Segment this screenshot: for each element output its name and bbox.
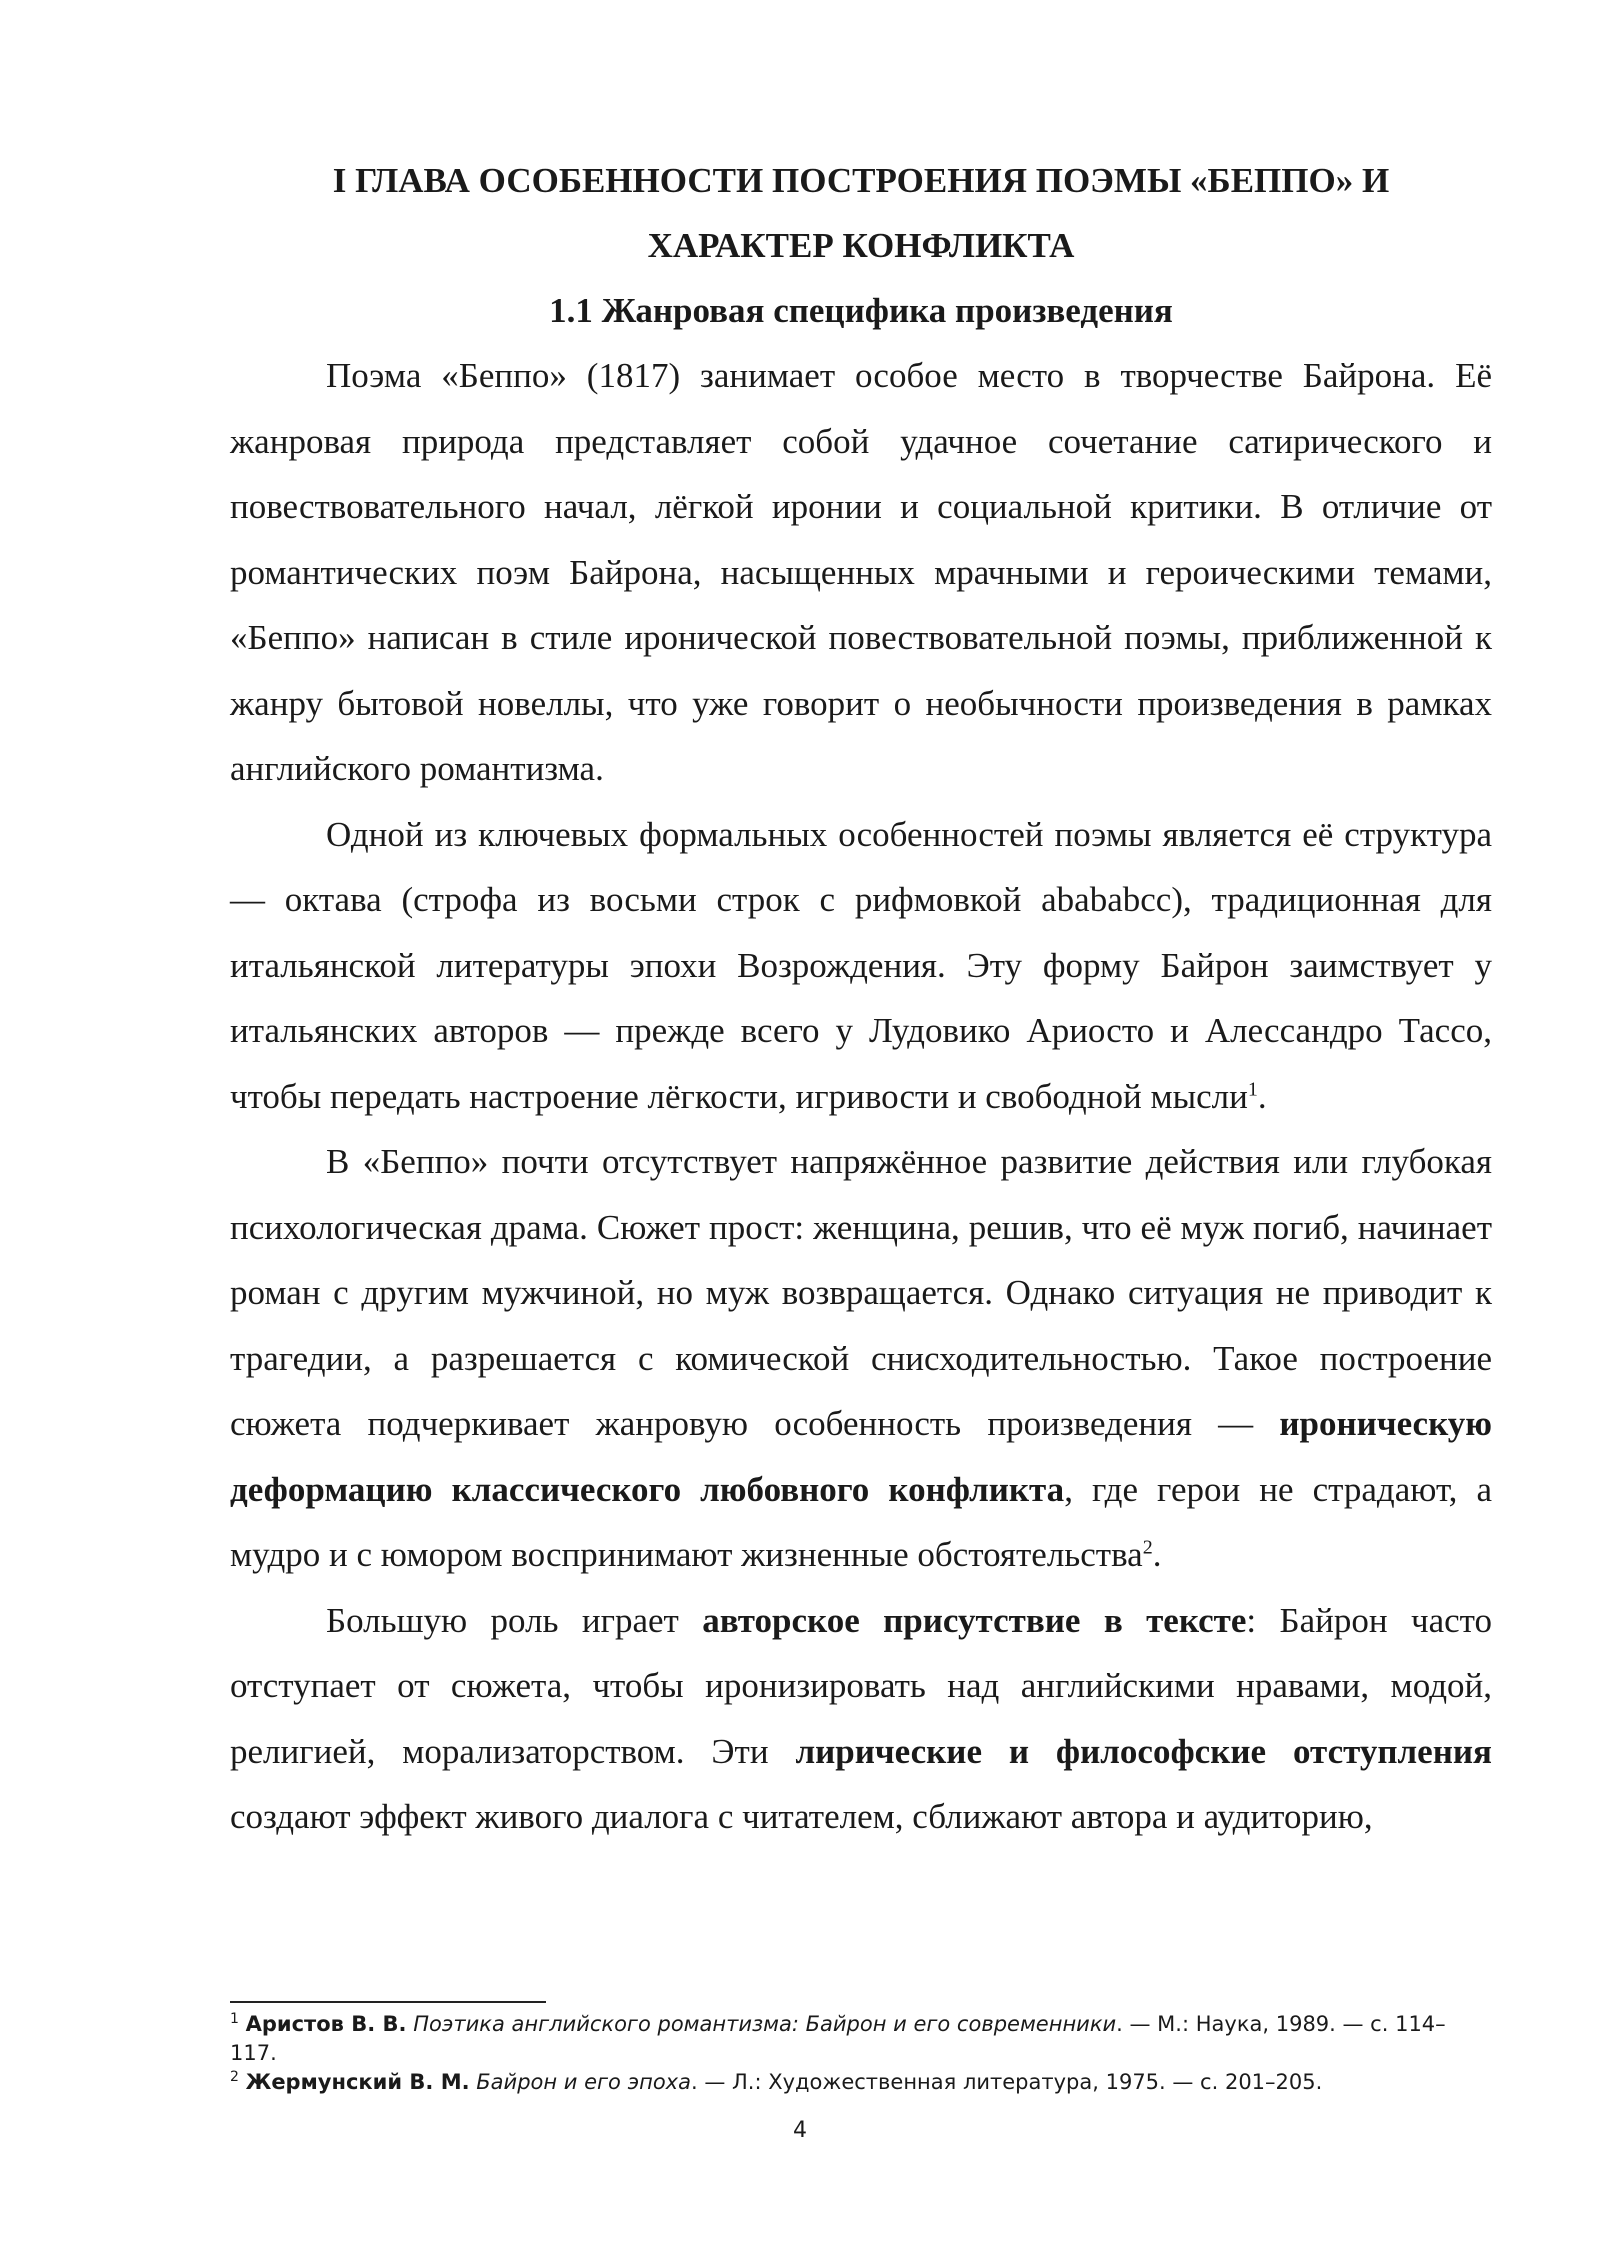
paragraph-4-bold-2: лирические и философские отступления	[795, 1731, 1492, 1771]
paragraph-3-part-1: В «Беппо» почти отсутствует напряжённое развитие действия или глубокая психологическая драма. Сюжет прост: женщина, решив, что её муж погиб, начинает роман с другим мужчиной, но муж возвращается. Однако ситуация не приводит к трагедии, а разрешается с комической снисходительностью. Такое построение сюжета подчеркивает жанровую особенность произведения —	[230, 1142, 1492, 1443]
paragraph-1-text: Поэма «Беппо» (1817) занимает особое место в творчестве Байрона. Её жанровая природа представляет собой удачное сочетание сатирического и повествовательного начал, лёгкой иронии и социальной критики. В отличие от романтических поэм Байрона, насыщенных мрачными и героическими темами, «Беппо» написан в стиле иронической повествовательной поэмы, приближенной к жанру бытовой новеллы, что уже говорит о необычности произведения в рамках английского романтизма.	[230, 356, 1492, 788]
footnote-ref-2[interactable]: 2	[1142, 1536, 1153, 1559]
paragraph-4-part-2: : Байрон часто отступает от сюжета, чтобы иронизировать над английскими нравами, модой, религией, морализаторством. Эти	[230, 1600, 1492, 1771]
paragraph-3	[230, 1129, 1492, 1588]
footnote-2-number: 2	[230, 2069, 239, 2085]
paragraph-2-text: Одной из ключевых формальных особенностей поэмы является её структура — октава (строфа из восьми строк с рифмовкой abababcc), традиционная для итальянской литературы эпохи Возрождения. Эту форму Байрон заимствует у итальянских авторов — прежде всего у Лудовико Ариосто и Алессандро Тассо, чтобы передать настроение лёгкости, игривости и свободной мысли	[230, 814, 1492, 1116]
footnote-2	[230, 2068, 1492, 2097]
footnote-2-title: Байрон и его эпоха	[476, 2070, 691, 2094]
footnote-1	[230, 2010, 1492, 2068]
footnote-2-author: Жермунский В. М.	[245, 2070, 470, 2094]
footnote-1-rest: . — М.: Наука, 1989. — с. 114–117.	[230, 2012, 1446, 2065]
chapter-title	[230, 148, 1492, 278]
paragraph-3-tail: .	[1152, 1535, 1162, 1574]
page-body	[230, 148, 1492, 1850]
paragraph-2	[230, 802, 1492, 1130]
footnote-1-title: Поэтика английского романтизма: Байрон и его современники	[413, 2012, 1117, 2036]
paragraph-1	[230, 343, 1492, 802]
footnote-ref-1[interactable]: 1	[1247, 1077, 1258, 1100]
chapter-title-line-1: I ГЛАВА ОСОБЕННОСТИ ПОСТРОЕНИЯ ПОЭМЫ «БЕППО» И	[332, 161, 1390, 200]
paragraph-3-part-2: , где герои не страдают, а мудро и с юмором воспринимают жизненные обстоятельства	[230, 1469, 1492, 1574]
paragraph-4-bold-1: авторское присутствие в тексте	[702, 1600, 1247, 1640]
paragraph-4	[230, 1588, 1492, 1850]
footnotes	[230, 2010, 1492, 2097]
paragraph-4-part-1: Большую роль играет	[326, 1600, 703, 1640]
page-number: 4	[793, 2118, 807, 2143]
paragraph-2-tail: .	[1257, 1076, 1267, 1116]
footnote-1-number: 1	[230, 2011, 239, 2027]
chapter-title-line-2: ХАРАКТЕР КОНФЛИКТА	[647, 226, 1075, 265]
footnote-1-author: Аристов В. В.	[245, 2012, 407, 2036]
section-title: 1.1 Жанровая специфика произведения	[549, 291, 1173, 330]
footnote-separator	[230, 2001, 546, 2003]
paragraph-3-bold-1: ироническую деформацию классического любовного конфликта	[230, 1404, 1492, 1509]
paragraph-4-part-3: создают эффект живого диалога с читателем, сближают автора и аудиторию,	[230, 1797, 1373, 1836]
footnote-2-rest: . — Л.: Художественная литература, 1975. — с. 201–205.	[690, 2070, 1323, 2094]
